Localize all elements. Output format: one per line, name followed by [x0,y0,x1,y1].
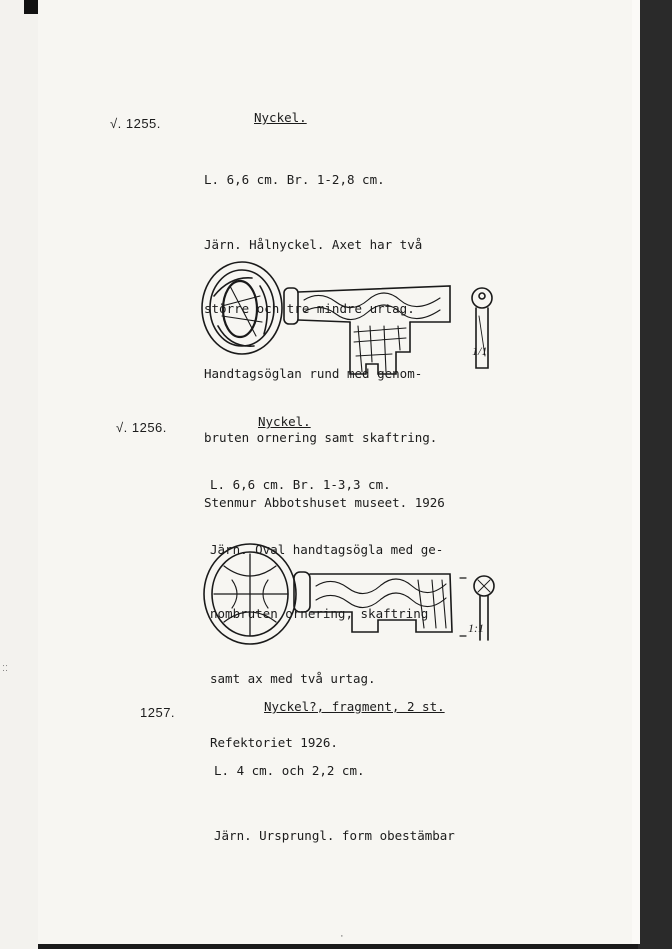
description-line: Stenmur Abbotshuset museet. 1926 [204,494,445,510]
description-line: Järn. Ursprungl. form obestämbar [214,827,455,843]
entry-number: √. 1256. [116,420,167,435]
key-1256-drawing [202,540,502,652]
description-line: större och tre mindre urtag. [204,301,415,316]
description-line: L. 6,6 cm. Br. 1-2,8 cm. [204,172,385,187]
page-dot: · [340,930,344,942]
entry-title: Nyckel. [254,110,307,125]
description-line: samt ax med två urtag. [210,670,376,686]
scale-note: 1:1 [468,621,484,635]
left-page-edge [0,0,40,949]
description-line: Järn. Oval handtagsögla med ge- [210,541,444,557]
margin-mark: ːː [2,662,9,674]
description-line: L. 6,6 cm. Br. 1-3,3 cm. [210,477,391,492]
description-line: Handtagsöglan rund med genom- [204,365,423,381]
description-line: nombruten ornering, skaftring [210,606,429,621]
entry-number: 1257. [140,705,176,720]
entry-title: Nyckel. [258,414,311,429]
key-1255-drawing [200,256,500,386]
entry-description [214,717,455,889]
catalog-page [38,0,632,944]
entry-title: Nyckel?, fragment, 2 st. [264,699,445,714]
description-line: Järn. Hålnyckel. Axet har två [204,236,423,252]
description-line: Refektoriet 1926. [210,735,338,750]
page-bottom-edge [38,944,638,949]
description-line: bruten ornering samt skaftring. [204,430,438,445]
description-line: L. 4 cm. och 2,2 cm. [214,763,365,778]
entry-number: √. 1255. [110,116,161,131]
scale-note: 1/1 [472,344,488,358]
